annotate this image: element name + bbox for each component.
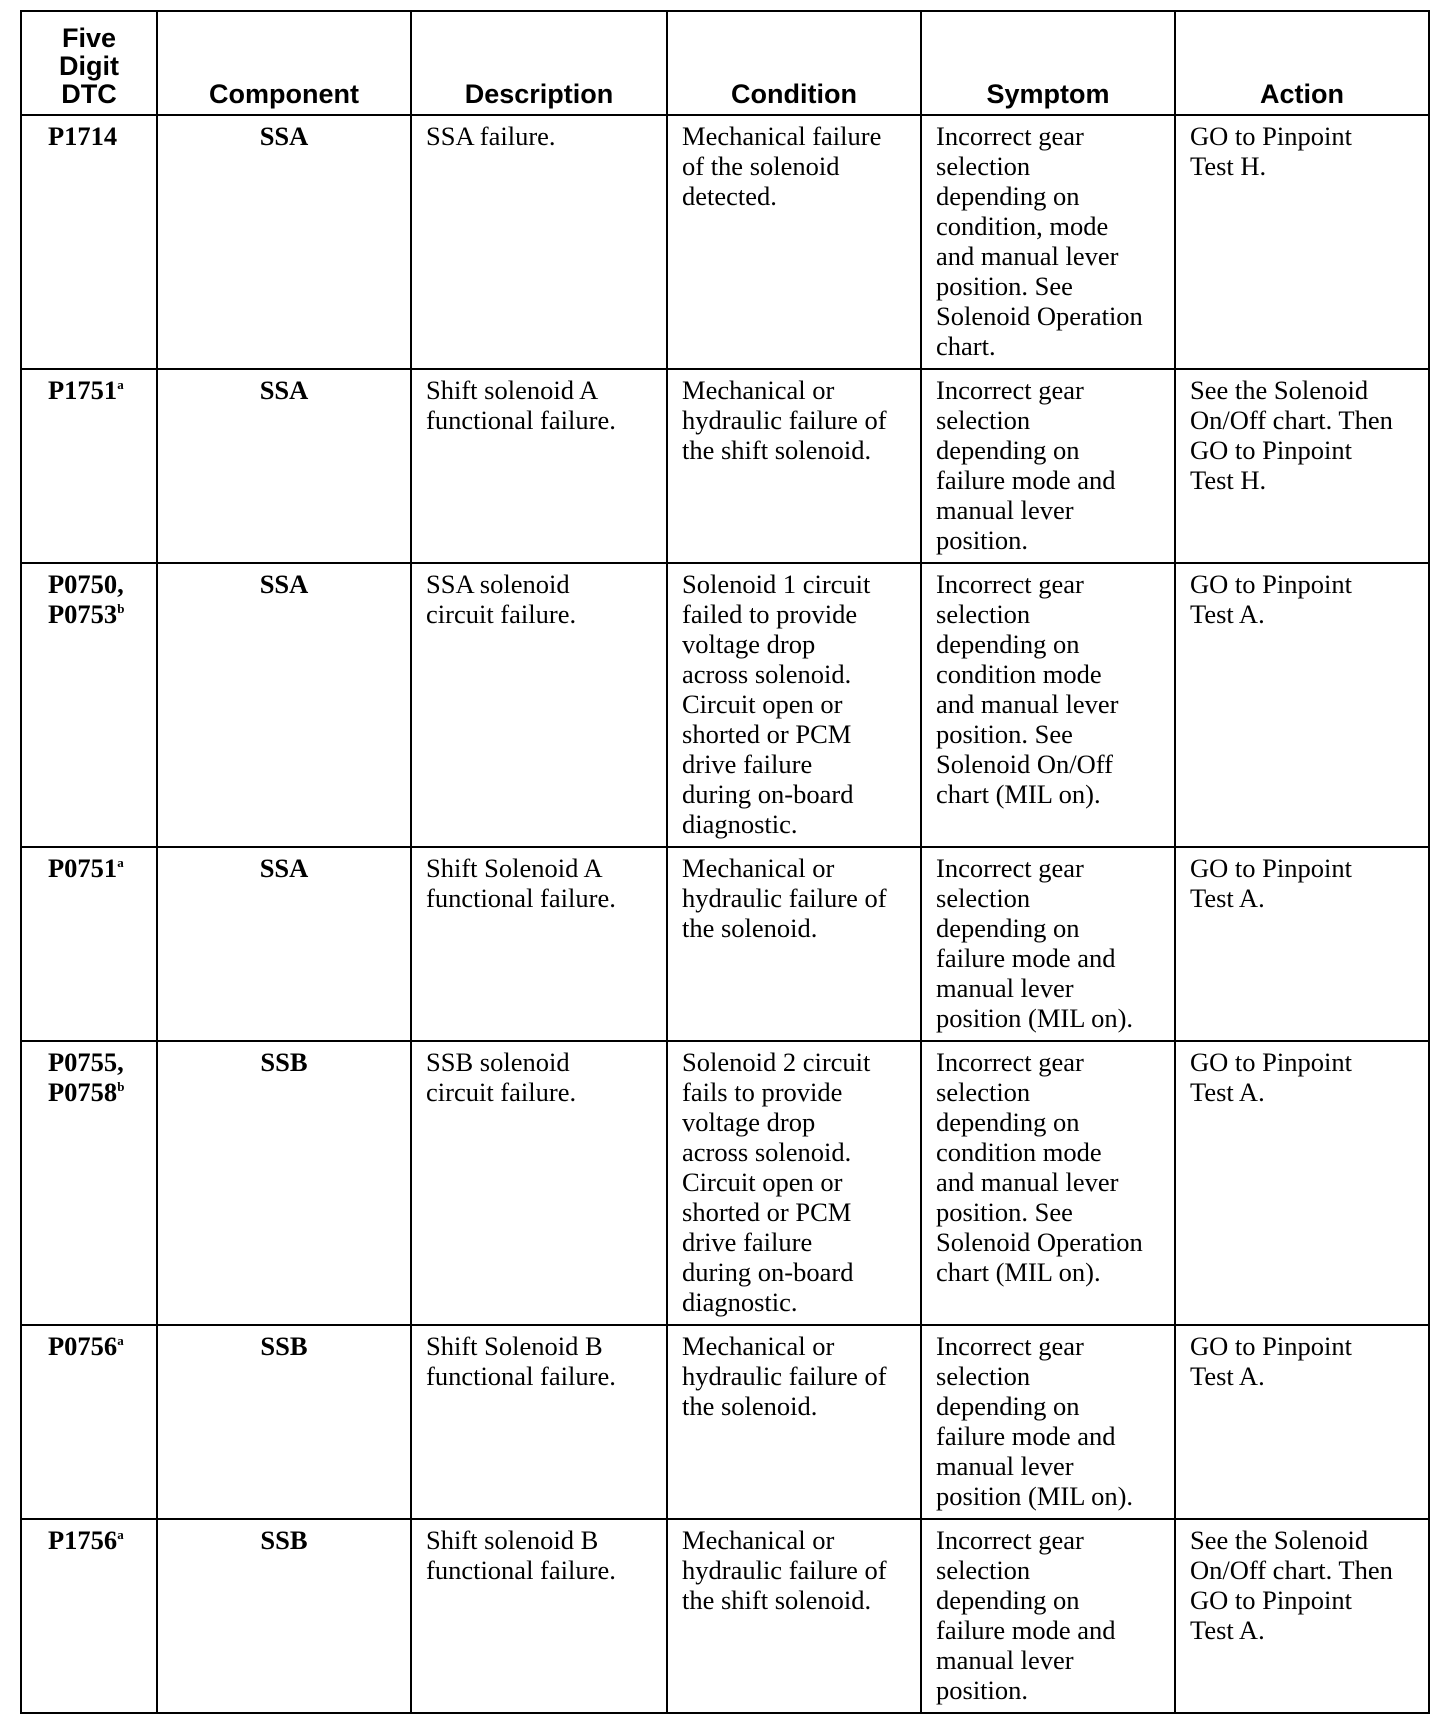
dtc-code: P1756 xyxy=(48,1525,118,1555)
condition-cell: Mechanical or hydraulic failure of the solenoid. xyxy=(667,847,921,1041)
table-row xyxy=(21,1041,1429,1325)
action-cell: See the Solenoid On/Off chart. Then GO to Pinpoint Test A. xyxy=(1175,1519,1429,1713)
symptom-cell: Incorrect gear selection depending on condition mode and manual lever position. See Solenoid Operation chart (MIL on). xyxy=(921,1041,1175,1325)
dtc-code: P0755, xyxy=(48,1047,124,1077)
component-cell: SSA xyxy=(157,563,411,847)
condition-cell: Mechanical or hydraulic failure of the solenoid. xyxy=(667,1325,921,1519)
action-cell: GO to Pinpoint Test A. xyxy=(1175,1041,1429,1325)
header-dtc-line: Five xyxy=(61,23,117,53)
table-row xyxy=(21,1325,1429,1519)
description-cell: SSA failure. xyxy=(411,115,667,369)
description-cell: Shift Solenoid B functional failure. xyxy=(411,1325,667,1519)
dtc-code-cell xyxy=(21,1519,157,1713)
action-cell: GO to Pinpoint Test H. xyxy=(1175,115,1429,369)
dtc-code: P1751 xyxy=(48,375,118,405)
header-dtc xyxy=(21,11,157,115)
symptom-cell: Incorrect gear selection depending on failure mode and manual lever position (MIL on). xyxy=(921,1325,1175,1519)
component-cell: SSB xyxy=(157,1325,411,1519)
dtc-code-cell xyxy=(21,115,157,369)
header-dtc-line: Digit xyxy=(59,51,119,81)
description-cell: SSB solenoid circuit failure. xyxy=(411,1041,667,1325)
dtc-code: P0753 xyxy=(48,599,118,629)
dtc-code-cell xyxy=(21,1041,157,1325)
symptom-cell: Incorrect gear selection depending on failure mode and manual lever position (MIL on). xyxy=(921,847,1175,1041)
condition-cell: Mechanical or hydraulic failure of the shift solenoid. xyxy=(667,1519,921,1713)
header-row xyxy=(21,11,1429,115)
symptom-cell: Incorrect gear selection depending on condition, mode and manual lever position. See Solenoid Operation chart. xyxy=(921,115,1175,369)
header-component: Component xyxy=(157,11,411,115)
symptom-cell: Incorrect gear selection depending on failure mode and manual lever position. xyxy=(921,369,1175,563)
action-cell: See the Solenoid On/Off chart. Then GO to Pinpoint Test H. xyxy=(1175,369,1429,563)
symptom-cell: Incorrect gear selection depending on condition mode and manual lever position. See Solenoid On/Off chart (MIL on). xyxy=(921,563,1175,847)
dtc-code: P0751 xyxy=(48,853,118,883)
symptom-cell: Incorrect gear selection depending on failure mode and manual lever position. xyxy=(921,1519,1175,1713)
component-cell: SSB xyxy=(157,1041,411,1325)
component-cell: SSB xyxy=(157,1519,411,1713)
table-header xyxy=(21,11,1429,115)
condition-cell: Mechanical or hydraulic failure of the shift solenoid. xyxy=(667,369,921,563)
dtc-table xyxy=(20,10,1430,1714)
table-row xyxy=(21,115,1429,369)
header-condition: Condition xyxy=(667,11,921,115)
dtc-code: P0750, xyxy=(48,569,124,599)
footnote-mark: a xyxy=(117,377,124,392)
component-cell: SSA xyxy=(157,847,411,1041)
dtc-code-cell xyxy=(21,847,157,1041)
footnote-mark: b xyxy=(117,601,125,616)
description-cell: Shift solenoid B functional failure. xyxy=(411,1519,667,1713)
description-cell: Shift Solenoid A functional failure. xyxy=(411,847,667,1041)
description-cell: SSA solenoid circuit failure. xyxy=(411,563,667,847)
dtc-code: P0756 xyxy=(48,1331,118,1361)
footnote-mark: a xyxy=(117,1527,124,1542)
component-cell: SSA xyxy=(157,115,411,369)
condition-cell: Mechanical failure of the solenoid detected. xyxy=(667,115,921,369)
table-row xyxy=(21,847,1429,1041)
action-cell: GO to Pinpoint Test A. xyxy=(1175,563,1429,847)
header-dtc-line: DTC xyxy=(61,79,117,109)
dtc-code: P1714 xyxy=(48,121,118,151)
table-row xyxy=(21,1519,1429,1713)
condition-cell: Solenoid 2 circuit fails to provide voltage drop across solenoid. Circuit open or shorted or PCM drive failure during on-board diagnostic. xyxy=(667,1041,921,1325)
table-row xyxy=(21,563,1429,847)
dtc-code-cell xyxy=(21,369,157,563)
dtc-code-cell xyxy=(21,1325,157,1519)
table-row xyxy=(21,369,1429,563)
dtc-code-cell xyxy=(21,563,157,847)
footnote-mark: b xyxy=(117,1079,125,1094)
header-symptom: Symptom xyxy=(921,11,1175,115)
header-action: Action xyxy=(1175,11,1429,115)
table-body xyxy=(21,115,1429,1713)
action-cell: GO to Pinpoint Test A. xyxy=(1175,1325,1429,1519)
footnote-mark: a xyxy=(117,855,124,870)
dtc-code: P0758 xyxy=(48,1077,118,1107)
footnote-mark: a xyxy=(117,1333,124,1348)
action-cell: GO to Pinpoint Test A. xyxy=(1175,847,1429,1041)
component-cell: SSA xyxy=(157,369,411,563)
description-cell: Shift solenoid A functional failure. xyxy=(411,369,667,563)
header-description: Description xyxy=(411,11,667,115)
condition-cell: Solenoid 1 circuit failed to provide voltage drop across solenoid. Circuit open or shorted or PCM drive failure during on-board diagnostic. xyxy=(667,563,921,847)
